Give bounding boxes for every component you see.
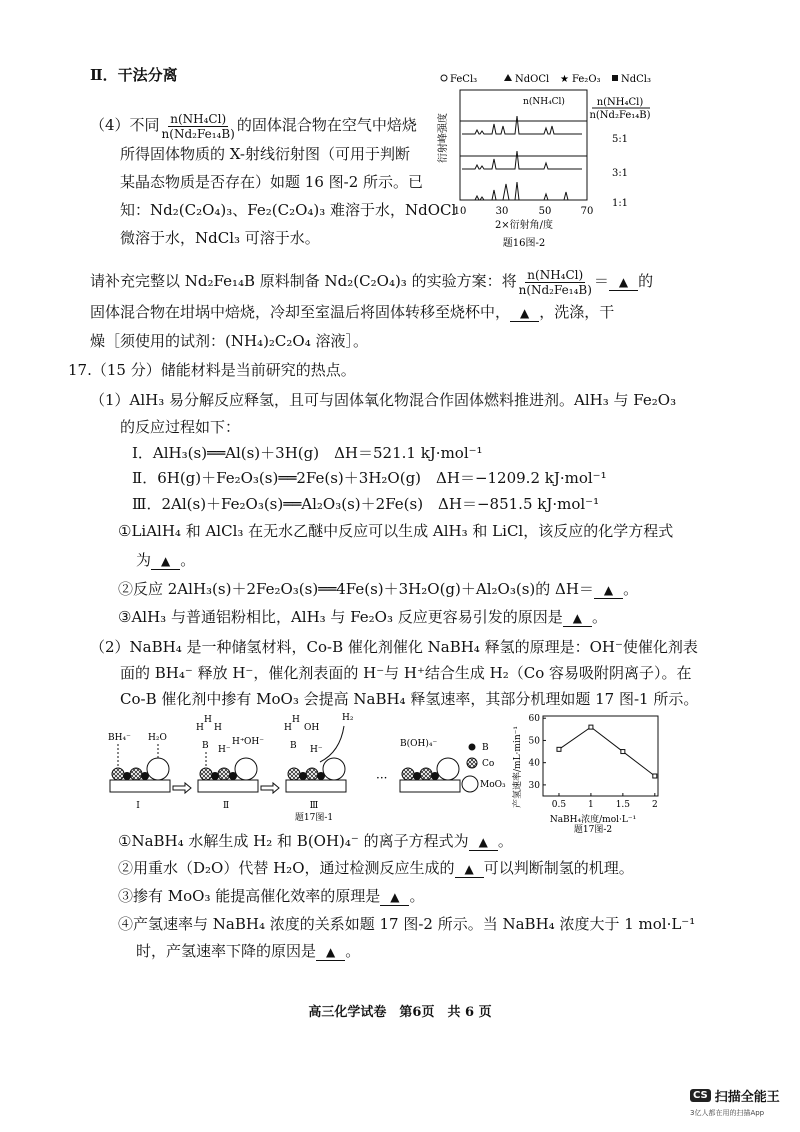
sub-q2-4: ④产氢速率与 NaBH₄ 浓度的关系如题 17 图-2 所示。当 NaBH₄ 浓度大于 1 mol·L⁻¹ [118,915,696,933]
legend-label: Co [482,759,495,769]
x-axis-label: 2×衍射角/度 [494,220,554,231]
answer-blank[interactable]: ▲ [469,834,498,851]
ion-label: OH⁻ [244,737,264,747]
text: ①NaBH₄ 水解生成 H₂ 和 B(OH)₄⁻ 的离子方程式为 [118,832,469,850]
atom-label: H [214,723,222,733]
fraction-numerator: n(NH₄Cl) [527,267,584,282]
ion-label: H⁻ [218,745,231,755]
x-tick-label: 0.5 [551,800,567,810]
q17-p1: （1）AlH₃ 易分解反应释氢，且可与固体氧化物混合作固体燃料推进剂。AlH₃ 与 Fe₂O₃ [90,391,677,409]
x-tick-label: 10 [453,206,467,217]
text: ②反应 2AlH₃(s)＋2Fe₂O₃(s)══4Fe(s)＋3H₂O(g)＋Al₂O₃(s)的 ΔH＝ [118,580,594,598]
legend-label: Fe₂O₃ [572,74,601,85]
rate-chart [508,708,668,833]
answer-blank[interactable]: ▲ [380,889,409,906]
q17-p1: 的反应过程如下： [120,418,241,436]
moo3-legend-icon [462,776,478,792]
plan-text: ，洗涤，干 [539,303,615,321]
answer-blank[interactable]: ▲ [316,944,345,961]
ratio-label: 5:1 [611,134,629,145]
y-axis-label: 衍射峰强度 [438,113,449,163]
plan-line-1 [90,264,653,298]
boh4-label: B(OH)₄⁻ [400,739,438,749]
plan-line-2 [90,302,614,322]
ratio-fraction [519,268,592,297]
plan-text: 请补充完整以 Nd₂Fe₁₄B 原料制备 Nd₂(C₂O₄)₃ 的实验方案：将 [90,272,517,290]
data-point [557,747,561,751]
x-tick-label: 1 [588,800,594,810]
data-point [589,725,593,729]
text: 。 [497,832,513,850]
text: ②用重水（D₂O）代替 H₂O，通过检测反应生成的 [118,859,455,877]
data-point [621,750,625,754]
ratio-label: 1:1 [611,198,629,209]
ratio-denominator: n(Nd₂Fe₁₄B) [589,110,651,121]
text: ③掺有 MoO₃ 能提高催化效率的原理是 [118,887,381,905]
sub-q2 [118,579,638,599]
fe2o3-legend-icon: ★ [560,74,569,85]
x-tick-label: 50 [538,206,552,217]
ellipsis: ··· [376,771,388,785]
fecl3-legend-icon [441,75,447,81]
text: ③AlH₃ 与普通铝粉相比，AlH₃ 与 Fe₂O₃ 反应更容易引发的原因是 [118,608,563,626]
sub-q1: ①LiAlH₄ 和 AlCl₃ 在无水乙醚中反应可以生成 AlH₃ 和 LiCl，该反应的化学方程式 [118,522,674,540]
legend-label: NdOCl [515,74,550,85]
x-tick-label: 30 [495,206,509,217]
q17-p2: （2）NaBH₄ 是一种储氢材料，Co-B 催化剂催化 NaBH₄ 释氢的原理是：OH⁻使催化剂表 [90,638,698,656]
q4-prefix: （4）不同 [90,116,160,134]
legend-label: MoO₃ [480,780,506,790]
text: 可以判断制氢的机理。 [483,859,634,877]
fraction-denominator: n(Nd₂Fe₁₄B) [518,282,592,297]
ndcl3-legend-icon [612,75,618,81]
q4-suffix: 的固体混合物在空气中焙烧 [236,116,417,134]
figure-caption: 题17图-2 [573,825,613,835]
answer-blank[interactable]: ▲ [151,553,180,570]
svg-text:n(NH₄Cl): n(NH₄Cl) [523,97,565,107]
x-tick-label: 1.5 [615,800,631,810]
series-line [559,727,655,776]
q17-p2: 面的 BH₄⁻ 释放 H⁻，催化剂表面的 H⁻与 H⁺结合生成 H₂（Co 容易吸附阴离子）。在 [120,664,692,682]
sub-q2-1 [118,831,513,851]
plot-frame [543,716,658,796]
text: 。 [623,580,639,598]
text: 为 [136,551,152,569]
y-tick-label: 60 [528,714,540,725]
atom-label: H [292,715,300,725]
text: 。 [592,608,608,626]
atom-label: H [204,715,212,725]
text: 。 [180,551,196,569]
h2o-label: H₂O [148,733,167,743]
y-tick-label: 30 [528,780,540,791]
q4-line: 所得固体物质的 X-射线衍射图（可用于判断 [120,145,410,163]
mechanism-figure [100,712,506,823]
ion-label: H⁻ [310,745,323,755]
scanner-watermark [690,1086,780,1118]
sub-q2-3 [118,886,425,906]
bh4-label: BH₄⁻ [108,733,131,743]
boron-legend-icon [469,744,476,751]
x-axis-label: NaBH₄浓度/mol·L⁻¹ [549,815,637,825]
atom-label: H [196,723,204,733]
stage-label: Ⅲ [309,801,319,811]
answer-blank[interactable]: ▲ [563,610,592,627]
reaction-3: Ⅲ．2Al(s)＋Fe₂O₃(s)══Al₂O₃(s)＋2Fe(s) ΔH＝−851.5 kJ·mol⁻¹ [132,495,600,513]
y-tick-label: 50 [528,736,540,747]
legend-label: B [482,743,489,753]
legend-label: NdCl₃ [621,74,652,85]
reaction-1: Ⅰ．AlH₃(s)══Al(s)＋3H(g) ΔH＝521.1 kJ·mol⁻¹ [132,444,483,462]
legend-label: FeCl₃ [450,74,478,85]
q4-line: 微溶于水，NdCl₃ 可溶于水。 [120,229,320,247]
group-label: OH [304,723,320,733]
ratio-fraction [162,112,235,141]
atom-label: H [284,723,292,733]
cobalt-legend-icon [467,758,477,768]
text: 时，产氢速率下降的原因是 [136,942,317,960]
scanner-brand: 扫描全能王 [714,1090,780,1105]
answer-blank[interactable]: ▲ [510,305,539,322]
y-axis-label: 产氢速率/mL·min⁻¹ [513,726,523,808]
data-point [653,774,657,778]
q17-p2: Co-B 催化剂中掺有 MoO₃ 会提高 NaBH₄ 释氢速率，其部分机理如题 17 图-1 所示。 [120,690,699,708]
fraction-numerator: n(NH₄Cl) [170,111,227,126]
sub-q2-4-answer [136,941,360,961]
scanner-logo-icon: CS [690,1089,711,1102]
text: 。 [409,887,425,905]
catalyst-stage [110,758,170,792]
sub-q3 [118,607,607,627]
ion-label: H⁺ [232,737,245,747]
plan-line-3: 燥［须使用的试剂：(NH₄)₂C₂O₄ 溶液］。 [90,332,369,350]
figure-caption: 题17图-1 [294,813,334,823]
ratio-label: 3:1 [611,168,629,179]
equals-sign: ＝ [593,272,609,290]
q4-line: 知：Nd₂(C₂O₄)₃、Fe₂(C₂O₄)₃ 难溶于水，NdOCl [120,201,457,219]
scanner-tagline: 3亿人都在用的扫描App [690,1109,765,1117]
answer-blank[interactable]: ▲ [594,582,623,599]
ratio-numerator: n(NH₄Cl) [596,97,644,108]
reaction-2: Ⅱ．6H(g)＋Fe₂O₃(s)══2Fe(s)＋3H₂O(g) ΔH＝−1209.2 kJ·mol⁻¹ [132,469,607,487]
atom-label: B [290,741,297,751]
plan-text: 的 [638,272,654,290]
q17-heading: 17.（15 分）储能材料是当前研究的热点。 [68,361,356,379]
q4-line: 某晶态物质是否存在）如题 16 图-2 所示。已 [120,173,424,191]
x-tick-label: 70 [580,206,594,217]
atom-label: B [202,741,209,751]
text: 。 [345,942,361,960]
sub-q1-answer [136,550,195,570]
answer-blank[interactable]: ▲ [455,861,484,878]
figure-caption: 题16图-2 [502,238,546,249]
stage-label: Ⅰ [136,801,140,811]
plan-text: 固体混合物在坩埚中焙烧，冷却至室温后将固体转移至烧杯中， [90,303,511,321]
sub-q2-2 [118,858,634,878]
q4-intro [90,108,417,142]
y-tick-label: 40 [528,758,540,769]
stage-label: Ⅱ [222,801,230,811]
h2-label: H₂ [342,713,354,723]
page-footer: 高三化学试卷 第6页 共 6 页 [308,1005,492,1020]
section-title: Ⅱ．干法分离 [90,66,178,84]
ndocl-legend-icon [504,74,512,81]
answer-blank[interactable]: ▲ [609,274,638,291]
xrd-figure [432,68,672,253]
fraction-denominator: n(Nd₂Fe₁₄B) [161,126,235,141]
x-tick-label: 2 [651,800,658,810]
